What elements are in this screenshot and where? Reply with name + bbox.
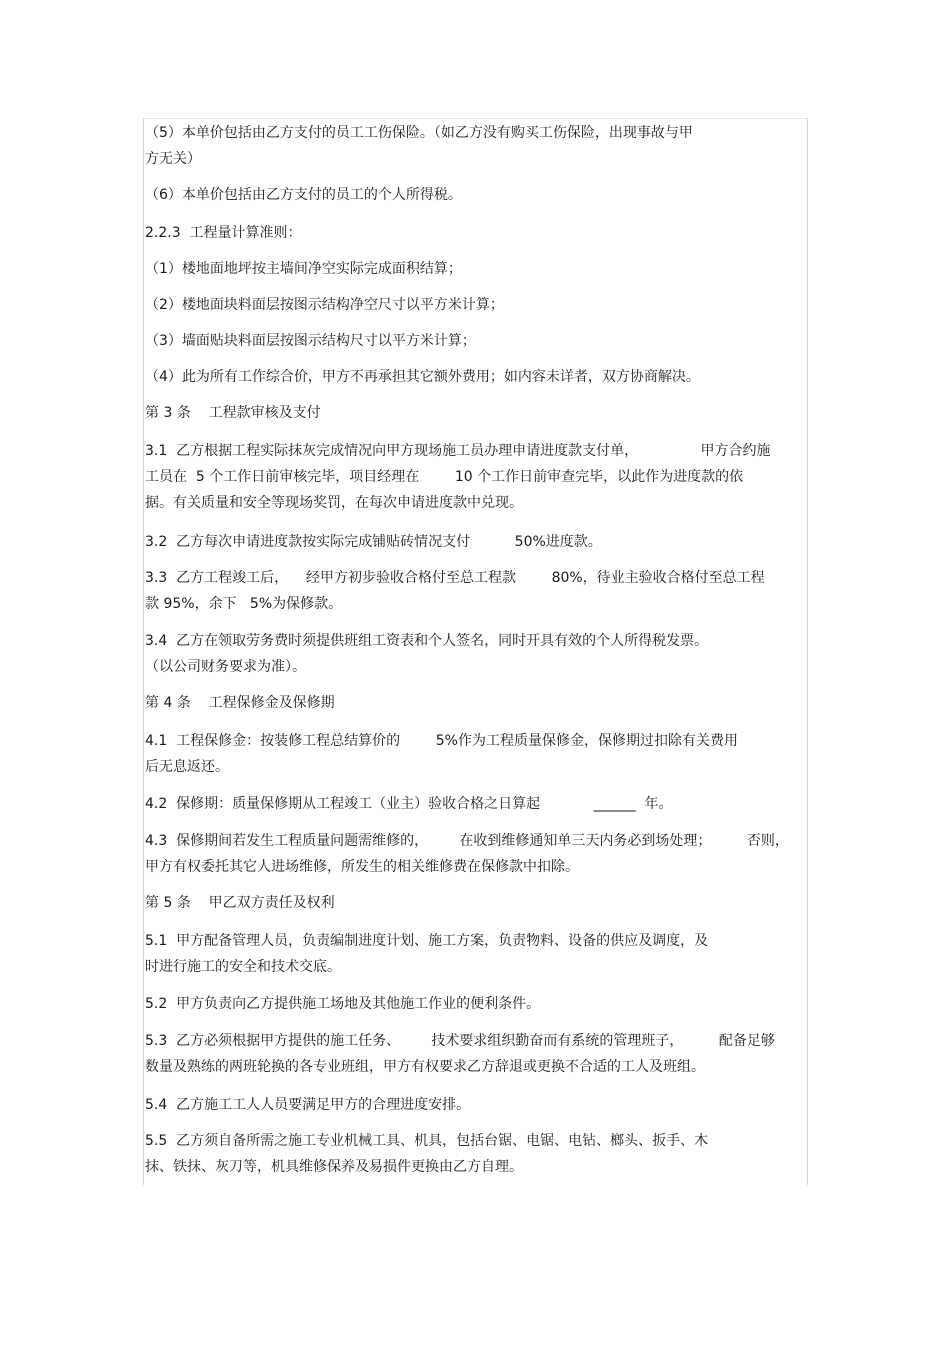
text-line: 据。有关质量和安全等现场奖罚，在每次申请进度款中兑现。 <box>145 495 523 511</box>
text-line: （1）楼地面地坪按主墙间净空实际完成面积结算； <box>145 261 462 277</box>
text-line: 工员在 5 个工作日前审核完毕，项目经理在 10 个工作日前审查完毕，以此作为进度款的依 <box>145 469 744 485</box>
text-line: （5）本单价包括由乙方支付的员工工伤保险。（如乙方没有购买工伤保险，出现事故与甲 <box>145 125 693 141</box>
text-line: 5.1 甲方配备管理人员，负责编制进度计划、施工方案，负责物料、设备的供应及调度，及 <box>145 933 709 949</box>
text-line: （4）此为所有工作综合价，甲方不再承担其它额外费用；如内容未详者，双方协商解决。 <box>145 369 700 385</box>
text-line: 5.3 乙方必须根据甲方提供的施工任务、 技术要求组织勤奋而有系统的管理班子， 配备足够 <box>145 1033 775 1049</box>
article-heading: 第 5 条 甲乙双方责任及权利 <box>145 895 335 911</box>
text-line: 4.2 保修期：质量保修期从工程竣工（业主）验收合格之日算起 ______ 年。 <box>145 796 673 812</box>
text-line: 4.3 保修期间若发生工程质量问题需维修的， 在收到维修通知单三天内务必到场处理； 否则， <box>145 833 789 849</box>
text-line: 款 95%，余下 5%为保修款。 <box>145 596 343 612</box>
text-line: 时进行施工的安全和技术交底。 <box>145 959 341 975</box>
section-heading: 2.2.3 工程量计算准则： <box>145 225 302 241</box>
text-line: 4.1 工程保修金：按装修工程总结算价的 5%作为工程质量保修金，保修期过扣除有关费用 <box>145 733 738 749</box>
text-line: 3.3 乙方工程竣工后， 经甲方初步验收合格付至总工程款 80%，待业主验收合格付至总工程 <box>145 570 765 586</box>
page-frame <box>143 118 808 1185</box>
text-line: （3）墙面贴块料面层按图示结构尺寸以平方米计算； <box>145 333 476 349</box>
text-line: 抹、铁抹、灰刀等，机具维修保养及易损件更换由乙方自理。 <box>145 1159 523 1175</box>
text-line: （2）楼地面块料面层按图示结构净空尺寸以平方米计算； <box>145 297 504 313</box>
text-line: 甲方有权委托其它人进场维修，所发生的相关维修费在保修款中扣除。 <box>145 859 579 875</box>
text-line: 后无息返还。 <box>145 759 229 775</box>
text-line: 3.1 乙方根据工程实际抹灰完成情况向甲方现场施工员办理申请进度款支付单， 甲方合约施 <box>145 443 771 459</box>
text-line: 数量及熟练的两班轮换的各专业班组，甲方有权要求乙方辞退或更换不合适的工人及班组。 <box>145 1059 705 1075</box>
article-heading: 第 4 条 工程保修金及保修期 <box>145 695 335 711</box>
text-line: （6）本单价包括由乙方支付的员工的个人所得税。 <box>145 187 462 203</box>
text-line: 方无关） <box>145 151 201 167</box>
text-line: 3.2 乙方每次申请进度款按实际完成铺贴砖情况支付 50%进度款。 <box>145 534 602 550</box>
text-line: 5.5 乙方须自备所需之施工专业机械工具、机具，包括台锯、电锯、电钻、榔头、扳手、木 <box>145 1133 709 1149</box>
article-heading: 第 3 条 工程款审核及支付 <box>145 405 321 421</box>
text-line: 3.4 乙方在领取劳务费时须提供班组工资表和个人签名，同时开具有效的个人所得税发票。 <box>145 633 709 649</box>
text-line: 5.2 甲方负责向乙方提供施工场地及其他施工作业的便利条件。 <box>145 996 541 1012</box>
text-line: （以公司财务要求为准）。 <box>145 659 306 675</box>
text-line: 5.4 乙方施工工人人员要满足甲方的合理进度安排。 <box>145 1097 471 1113</box>
